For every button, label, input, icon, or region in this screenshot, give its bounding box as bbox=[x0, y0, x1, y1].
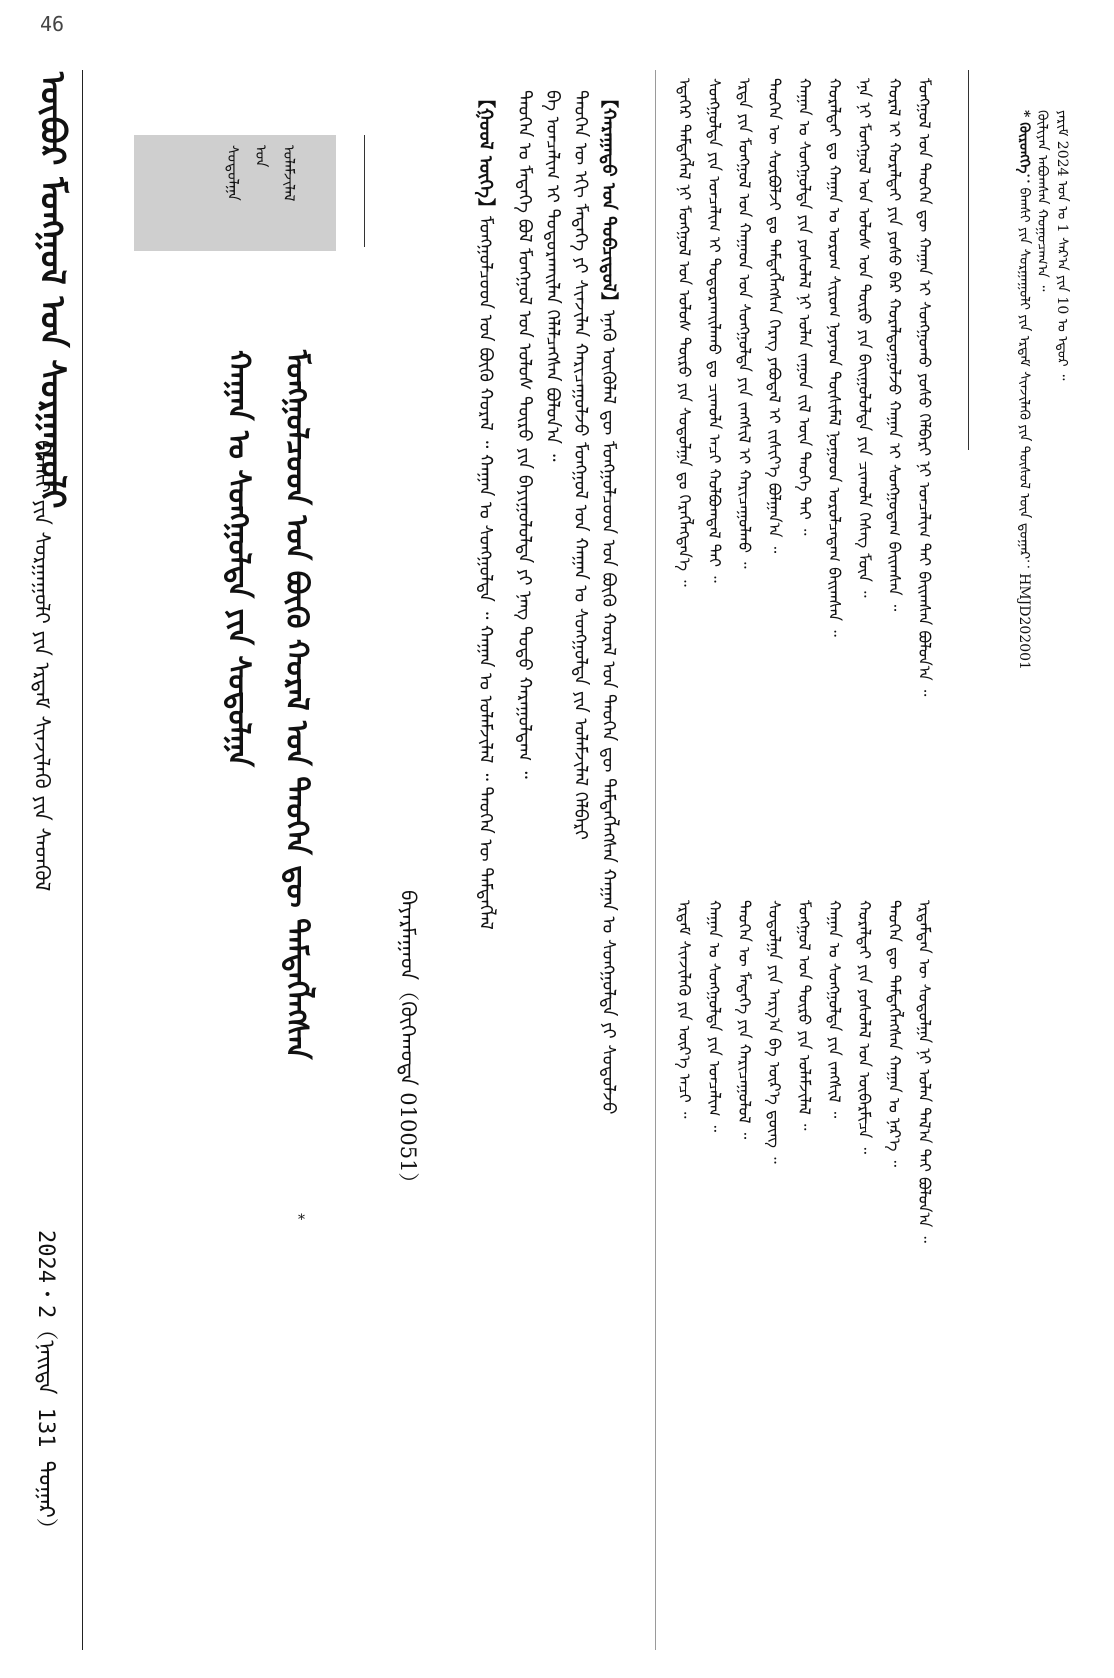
spine-rule bbox=[82, 70, 83, 1650]
author-affiliation: ᠪᠠᠶᠠᠷᠮᠠᠭᠠᠳ（ᠬᠥᠬᠡᠬᠣᠲᠠ 010051） bbox=[396, 890, 420, 1194]
body-right-line-6: ᠰᠤᠳᠤᠯᠭᠠ ᠶᠢᠨ ᠠᠷᠭ᠎ᠠ ᠪᠠ ᠦᠷ᠎ᠡ ᠳ᠋ᠦᠩ ᠃ bbox=[765, 900, 784, 1164]
abstract-line-1 bbox=[593, 90, 624, 1650]
body-right-line-3: ᠬᠤᠷᠠᠯᠳᠠᠢ ᠶᠢᠨ ᠶᠣᠰᠣᠯᠠᠯ ᠤᠨ ᠥᠪᠡᠷᠮᠢᠴᠡ ᠃ bbox=[855, 900, 874, 1155]
category-rule bbox=[364, 135, 365, 247]
body-left-line-9: ᠡᠳᠡᠭᠡᠷ ᠲᠡᠮᠳᠡᠭᠯᠡᠯ ᠨᠢ ᠮᠣᠩᠭᠣᠯ ᠤᠨ ᠤᠯᠤᠰ ᠲᠥᠷᠦ ᠶᠢᠨ ᠰᠤᠳᠤᠯᠭᠠ ᠳᠤ ᠬᠡᠷᠡᠭᠯᠡᠭᠳᠡᠨ᠎ᠡ ᠃ bbox=[675, 78, 694, 587]
abstract-line-2: ᠲᠡᠦᠬᠡᠨ ᠦ ᠡᠬᠢ ᠮᠡᠳᠡᠭᠡ ᠶᠢ ᠰᠢᠨᠵᠢᠯᠡᠨ ᠬᠠᠷᠢᠴᠠᠭᠤᠯᠵᠤ ᠮᠣᠩᠭᠣᠯ ᠤᠨ ᠬᠠᠭᠠᠨ ᠤ ᠰᠤᠩᠭᠤᠯᠲᠠ ᠶᠢᠨ ᠤᠯᠠᠮᠵᠢᠯᠠᠯ ᠬᠡᠯᠪᠡᠷᠢ bbox=[570, 90, 591, 840]
category-box bbox=[134, 135, 336, 251]
category-line-2: ᠤᠨ bbox=[252, 145, 270, 168]
body-left-line-4: ᠬᠤᠷᠠᠯᠳᠠᠢ ᠳᠤ ᠬᠠᠭᠠᠨ ᠤ ᠤᠷᠤᠭ ᠰᠢᠷᠤᠭ ᠨᠣᠶᠠᠳ ᠲᠦᠰᠢᠮᠡᠯ ᠨᠤᠭᠤᠳ ᠣᠷᠣᠯᠴᠠᠳᠠᠭ ᠪᠠᠢᠭᠰᠠᠨ ᠃ bbox=[825, 78, 844, 637]
body-left-line-1: ᠮᠣᠩᠭᠣᠯ ᠤᠨ ᠲᠡᠦᠬᠡᠨ ᠳᠦ ᠬᠠᠭᠠᠨ ᠢ ᠰᠤᠩᠭᠤᠬᠤ ᠶᠣᠰᠣ ᠬᠡᠯᠪᠡᠷᠢ ᠨᠢ ᠣᠨᠴᠠᠯᠢᠭ ᠲᠠᠢ ᠪᠠᠢᠭᠰᠠᠨ ᠪᠣᠯᠤᠨ᠎ᠠ ᠃ bbox=[915, 78, 934, 697]
body-right-line-7: ᠲᠡᠦᠬᠡᠨ ᠦ ᠮᠡᠳᠡᠭᠡ ᠶᠢᠨ ᠬᠠᠷᠢᠴᠠᠭᠤᠯᠤᠯ ᠃ bbox=[735, 900, 754, 1140]
keywords-line bbox=[470, 90, 501, 1650]
footnote-line-2: ᠬᠦᠯᠢᠶᠡᠨ ᠠᠪᠤᠭᠰᠠᠨ ᠬᠤᠭᠤᠴᠠᠭ᠎ᠠ ᠃ bbox=[1034, 110, 1050, 292]
footnote-text-1: ᠪᠠᠭᠰᠢ ᠶᠢᠨ ᠰᠤᠷᠭᠠᠭᠤᠯᠢ ᠶᠢᠨ ᠡᠷᠳᠡᠮ ᠰᠢᠨᠵᠢᠯᠡᠬᠦ ᠶᠢᠨ ᠲᠥᠰᠥᠯ ᠦᠨ ᠳ᠋ᠤᠭᠠᠷ：HMJD202001 bbox=[1016, 187, 1032, 670]
body-left-line-5: ᠬᠠᠭᠠᠨ ᠤ ᠰᠤᠩᠭᠤᠯᠲᠠ ᠶᠢᠨ ᠶᠣᠰᠣᠯᠠᠯ ᠨᠢ ᠣᠯᠠᠨ ᠵᠠᠭᠤᠨ ᠵᠢᠯ ᠦᠨ ᠲᠡᠦᠬᠡ ᠲᠠᠢ ᠃ bbox=[795, 78, 814, 536]
category-line-3: ᠰᠤᠳᠤᠯᠭᠠ bbox=[224, 145, 242, 201]
footnote-label: * ᠬᠥᠷᠥᠩᠭᠡ： bbox=[1016, 110, 1032, 188]
body-right-line-4: ᠬᠠᠭᠠᠨ ᠤ ᠰᠤᠩᠭᠤᠯᠲᠠ ᠶᠢᠨ ᠵᠠᠩᠱᠢᠯ ᠃ bbox=[825, 900, 844, 1119]
article-title-line-2: ᠬᠠᠭᠠᠨ ᠤ ᠰᠤᠩᠭᠤᠯᠲᠠ ᠶᠢᠨ ᠰᠤᠳᠤᠯᠭᠠ bbox=[221, 350, 256, 767]
journal-subtitle: ᠪᠠᠭᠰᠢ ᠶᠢᠨ ᠰᠤᠷᠭᠠᠭᠤᠯᠢ ᠶᠢᠨ ᠡᠷᠳᠡᠮ ᠰᠢᠨᠵᠢᠯᠡᠬᠦ ᠶᠢᠨ ᠰᠡᠳᠬᠦᠯ bbox=[30, 440, 54, 892]
keywords-label: 【ᠭᠣᠣᠯ ᠦᠭᠡ】 bbox=[475, 90, 496, 216]
body-left-line-2: ᠬᠤᠷᠠᠯ ᠢ ᠬᠤᠷᠠᠯᠳᠠᠢ ᠶᠢᠨ ᠶᠣᠰᠣ ᠪᠠᠷ ᠬᠤᠷᠠᠯᠳᠤᠭᠤᠯᠵᠤ ᠬᠠᠭᠠᠨ ᠢ ᠰᠤᠩᠭᠤᠳᠠᠭ ᠪᠠᠢᠭᠰᠠᠨ ᠃ bbox=[885, 78, 904, 612]
journal-name: ᠦᠪᠦᠷ ᠮᠣᠩᠭᠣᠯ ᠤᠨ ᠰᠤᠷᠭᠠᠭᠤᠯᠢ bbox=[32, 72, 72, 509]
body-right-line-9: ᠡᠷᠳᠡᠮ ᠰᠢᠨᠵᠢᠯᠡᠬᠦ ᠶᠢᠨ ᠦᠷ᠎ᠡ ᠠᠴᠢ ᠃ bbox=[675, 900, 694, 1119]
abstract-label: 【ᠬᠠᠷᠠᠭᠠᠳᠤ ᠤᠨ ᠳᠣᠪᠴᠢᠳᠣᠯ】 bbox=[598, 90, 619, 310]
body-left-line-8: ᠰᠤᠩᠭᠤᠯᠲᠠ ᠶᠢᠨ ᠣᠨᠴᠠᠯᠢᠭ ᠢ ᠲᠣᠳᠣᠷᠬᠠᠢᠯᠠᠬᠤ ᠳᠤ ᠴᠢᠬᠤᠯᠠ ᠠᠴᠢ ᠬᠣᠯᠪᠣᠭᠳᠠᠯ ᠲᠠᠢ ᠃ bbox=[705, 78, 724, 583]
category-line-1: ᠤᠯᠠᠮᠵᠢᠯᠠᠯ bbox=[280, 145, 298, 202]
abstract-line-3: ᠪᠠ ᠣᠨᠴᠠᠯᠢᠭ ᠢ ᠲᠣᠳᠣᠷᠬᠠᠢᠯᠠᠨ ᠬᠡᠯᠡᠯᠴᠡᠭᠰᠡᠨ ᠪᠣᠯᠤᠨ᠎ᠠ ᠃ bbox=[542, 90, 563, 462]
footnote-line-3: ᠶᠠᠷᠢᠮ 2024 ᠣᠨ ᠤ 1 ᠰᠠᠷ᠎ᠠ ᠶᠢᠨ 10 ᠤ ᠡᠳᠦᠷ ᠃ bbox=[1054, 110, 1070, 381]
title-footnote-marker: * bbox=[298, 1212, 305, 1228]
abstract-line-4: ᠲᠡᠦᠬᠡᠨ ᠤ ᠮᠡᠳᠡᠭᠡ ᠪᠣᠯ ᠮᠣᠩᠭᠣᠯ ᠤᠨ ᠤᠯᠤᠰ ᠲᠥᠷᠦ ᠶᠢᠨ ᠪᠠᠶᠢᠭᠤᠯᠤᠯᠲᠠ ᠶᠢ ᠨᠡᠩ ᠲᠣᠳᠣ ᠬᠠᠷᠠᠭᠤᠯᠳᠠᠭ ᠃ bbox=[514, 90, 535, 779]
body-left-line-3: ᠡᠨᠡ ᠨᠢ ᠮᠣᠩᠭᠣᠯ ᠤᠨ ᠤᠯᠤᠰ ᠤᠨ ᠲᠥᠷᠦ ᠶᠢᠨ ᠪᠠᠢᠭᠤᠯᠤᠯᠲᠠ ᠶᠢᠨ ᠴᠢᠬᠤᠯᠠ ᠬᠡᠰᠡᠭ ᠮᠥᠨ ᠃ bbox=[855, 78, 874, 598]
footnote-rule bbox=[968, 70, 969, 450]
issue-number: 2024・2（ᠨᠡᠢᠲᠡ 131 ᠳᠤᠭᠠᠷ） bbox=[33, 1230, 58, 1540]
page-number: 46 bbox=[40, 12, 65, 36]
body-right-line-8: ᠬᠠᠭᠠᠨ ᠤ ᠰᠤᠩᠭᠤᠯᠲᠠ ᠶᠢᠨ ᠣᠨᠴᠠᠯᠢᠭ ᠃ bbox=[705, 900, 724, 1133]
abstract-text-1: ᠡᠨᠡᠬᠦ ᠥᠭᠦᠯᠡᠯ ᠳᠦ ᠮᠣᠩᠭᠣᠯᠴᠤᠳ ᠤᠨ ᠪᠦᠬᠦ ᠬᠤᠷᠠᠯ ᠤᠨ ᠲᠡᠦᠬᠡᠨ ᠳᠦ ᠲᠡᠮᠳᠡᠭᠯᠡᠭᠰᠡᠨ ᠬᠠᠭᠠᠨ ᠤ ᠰᠤᠩᠭᠤᠯᠲᠠ ᠶᠢ ᠰᠤᠳᠤᠯᠵᠤ bbox=[598, 309, 619, 1115]
keywords-text: ᠮᠣᠩᠭᠣᠯᠴᠤᠳ ᠤᠨ ᠪᠦᠬᠦ ᠬᠤᠷᠠᠯ ᠃ ᠬᠠᠭᠠᠨ ᠤ ᠰᠤᠩᠭᠤᠯᠲᠠ ᠃ ᠬᠠᠭᠠᠨ ᠤ ᠤᠯᠠᠮᠵᠢᠯᠠᠯ ᠃ ᠲᠡᠦᠬᠡᠨ ᠦ ᠲᠡᠮᠳᠡᠭᠯᠡᠯ bbox=[475, 215, 496, 930]
body-left-line-7: ᠡᠷᠲᠡ ᠶᠢᠨ ᠮᠣᠩᠭᠣᠯ ᠤᠨ ᠬᠠᠭᠠᠳ ᠤᠨ ᠰᠤᠩᠭᠤᠯᠲᠠ ᠶᠢᠨ ᠵᠠᠩᠱᠢᠯ ᠢ ᠬᠠᠷᠢᠴᠠᠭᠤᠯᠬᠤ ᠃ bbox=[735, 78, 754, 569]
body-divider bbox=[655, 70, 656, 1650]
body-right-line-5: ᠮᠣᠩᠭᠣᠯ ᠤᠨ ᠲᠥᠷᠦ ᠶᠢᠨ ᠤᠯᠠᠮᠵᠢᠯᠠᠯ ᠃ bbox=[795, 900, 814, 1131]
body-right-line-2: ᠲᠡᠦᠬᠡᠨ ᠳᠦ ᠲᠡᠮᠳᠡᠭᠯᠡᠭᠰᠡᠨ ᠬᠠᠭᠠᠨ ᠤ ᠨᠡᠷ᠎ᠡ ᠃ bbox=[885, 900, 904, 1168]
body-right-line-1: ᠡᠷᠳᠡᠮᠲᠡᠨ ᠦ ᠰᠤᠳᠤᠯᠭᠠ ᠨᠢ ᠣᠯᠠᠨ ᠲᠠᠯ᠎ᠠ ᠲᠠᠢ ᠪᠣᠯᠤᠨ᠎ᠠ ᠃ bbox=[915, 900, 934, 1243]
article-title-line-1: ᠮᠣᠩᠭᠣᠯᠴᠤᠳ ᠤᠨ ᠪᠦᠬᠦ ᠬᠤᠷᠠᠯ ᠤᠨ ᠲᠡᠦᠬᠡᠨ ᠳᠦ ᠲᠡᠮᠳᠡᠭᠯᠡᠭᠰᠡᠨ bbox=[279, 350, 314, 1060]
body-left-line-6: ᠲᠡᠦᠬᠡᠨ ᠦ ᠰᠤᠷᠪᠤᠯᠵᠢ ᠳᠤ ᠲᠡᠮᠳᠡᠭᠯᠡᠭᠰᠡᠨ ᠬᠡᠷᠡᠭ ᠶᠠᠪᠤᠳᠠᠯ ᠢ ᠵᠢᠱᠢᠶ᠎ᠡ ᠪᠣᠯᠭᠠᠨ᠎ᠠ ᠃ bbox=[765, 78, 784, 554]
